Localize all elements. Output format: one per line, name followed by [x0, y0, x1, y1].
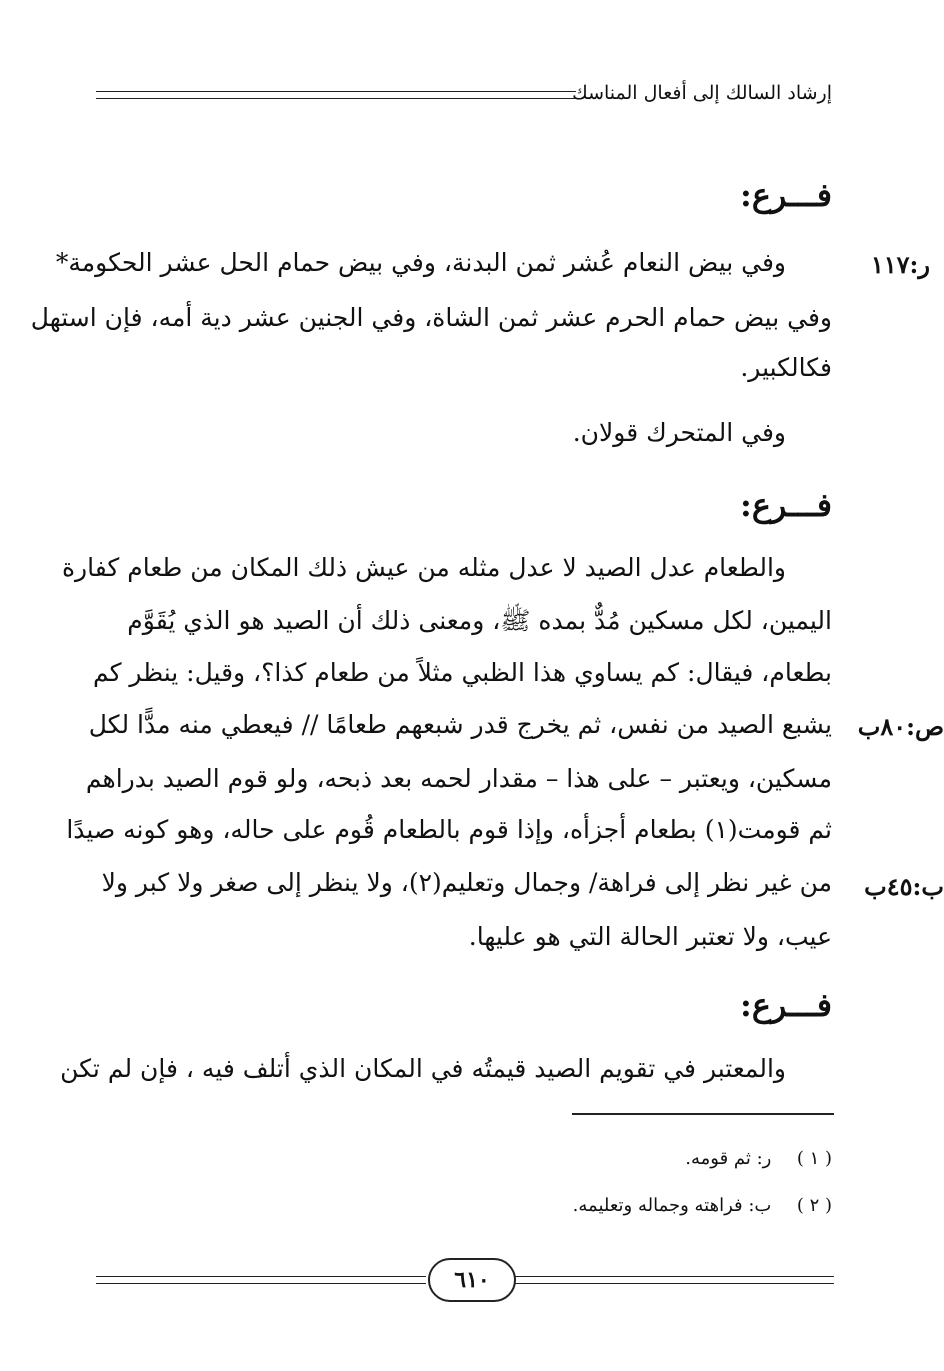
text-line: عيب، ولا تعتبر الحالة التي هو عليها.: [468, 922, 832, 951]
section-heading-3: فـــرع:: [740, 986, 832, 1024]
section-heading-2: فـــرع:: [740, 486, 832, 524]
footnote-number: ( ١ ): [796, 1148, 832, 1169]
text-line: اليمين، لكل مسكين مُدٌّ بمده ﷺ، ومعنى ذلك أن الصيد هو الذي يُقَوَّم: [127, 606, 832, 635]
section-heading-1: فـــرع:: [740, 176, 832, 214]
text-line: ثم قومت(١) بطعام أجزأه، وإذا قوم بالطعام قُوم على حاله، وهو كونه صيدًا: [66, 815, 832, 844]
footnote-1: [685, 1148, 832, 1169]
footer-rule-left: [96, 1276, 426, 1284]
text-line: من غير نظر إلى فراهة/ وجمال وتعليم(٢)، ولا ينظر إلى صغر ولا كبر ولا: [101, 868, 832, 897]
text-line: وفي بيض حمام الحرم عشر ثمن الشاة، وفي الجنين عشر دية أمه، فإن استهل: [30, 303, 832, 332]
text-line: والطعام عدل الصيد لا عدل مثله من عيش ذلك المكان من طعام كفارة: [61, 553, 786, 582]
text-line: وفي المتحرك قولان.: [572, 418, 786, 447]
text-line: مسكين، ويعتبر – على هذا – مقدار لحمه بعد ذبحه، ولو قوم الصيد بدراهم: [85, 764, 832, 793]
text-line: وفي بيض النعام عُشر ثمن البدنة، وفي بيض حمام الحل عشر الحكومة*: [55, 248, 786, 277]
text-line: يشبع الصيد من نفس، ثم يخرج قدر شبعهم طعامًا // فيعطي منه مدًّا لكل: [88, 710, 832, 739]
header-rule: [96, 91, 576, 99]
page-number-text: ٦١٠: [454, 1267, 490, 1293]
footnote-number: ( ٢ ): [796, 1195, 832, 1216]
text-line: فكالكبير.: [740, 353, 832, 382]
footnote-text: ب: فراهته وجماله وتعليمه.: [572, 1195, 772, 1216]
page-number: [428, 1258, 516, 1302]
margin-note-b45b: ب:٤٥ب: [864, 872, 944, 901]
footer-rule-right: [514, 1276, 834, 1284]
running-title: إرشاد السالك إلى أفعال المناسك: [572, 82, 832, 104]
text-line: بطعام، فيقال: كم يساوي هذا الظبي مثلاً من طعام كذا؟، وقيل: ينظر كم: [92, 658, 832, 687]
footnote-text: ر: ثم قومه.: [685, 1148, 772, 1169]
margin-note-s80b: ص:٨٠ب: [857, 712, 944, 741]
footnote-2: [573, 1195, 832, 1216]
text-line: والمعتبر في تقويم الصيد قيمتُه في المكان الذي أتلف فيه ، فإن لم تكن: [60, 1054, 786, 1083]
margin-note-r117: ر:١١٧: [870, 250, 930, 279]
footnote-rule: [572, 1113, 834, 1115]
